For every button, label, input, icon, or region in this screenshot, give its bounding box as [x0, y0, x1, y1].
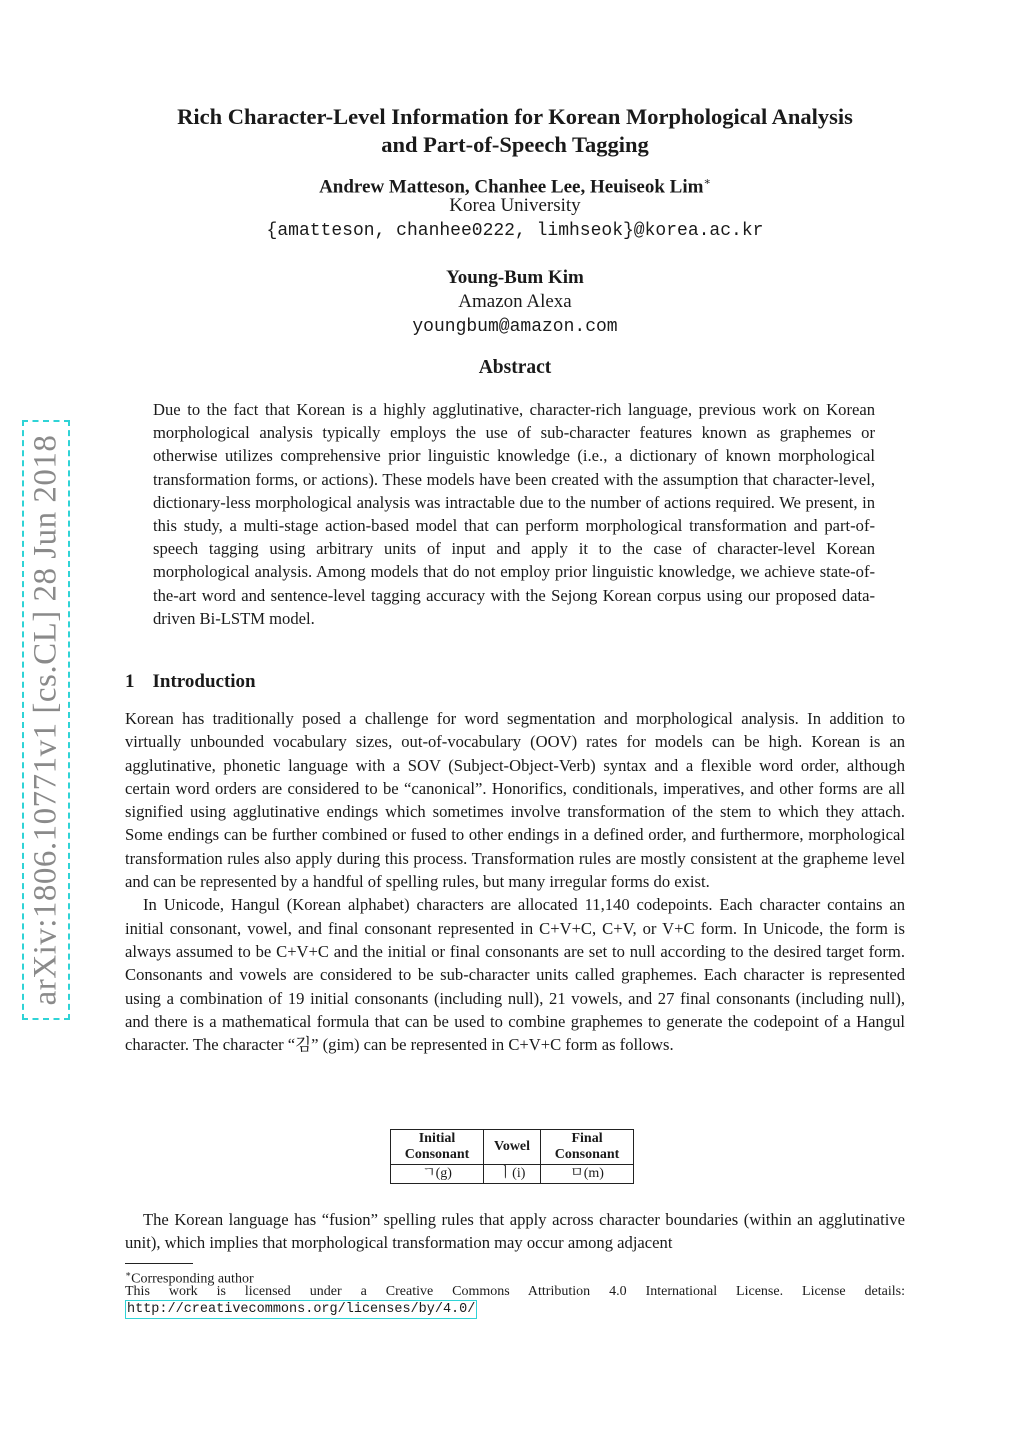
author-names: Andrew Matteson, Chanhee Lee, Heuiseok Lim	[319, 176, 704, 198]
footnote-corresponding-text: Corresponding author	[131, 1271, 254, 1287]
intro-paragraph-2: In Unicode, Hangul (Korean alphabet) characters are allocated 11,140 codepoints. Each character contains an initial consonant, vowel, and final consonant represented in C+V+C, C+V, or V+C form. In Unicode, the form is always assumed to be C+V+C and the initial or final consonants are set to null according to the desired target form. Consonants and vowels are considered to be sub-character units called graphemes. Each character is represented using a combination of 19 initial consonants (including null), 21 vowels, and 27 final consonants (including null), and there is a mathematical formula that can be used to combine graphemes to generate the codepoint of a Hangul character. The character “김” (gim) can be represented in C+V+C form as follows.	[125, 895, 905, 1055]
grapheme-header-initial: Initial Consonant	[391, 1130, 484, 1165]
author-email-1: {amatteson, chanhee0222, limhseok}@korea.ac.kr	[266, 221, 764, 241]
grapheme-cell-initial: ㄱ(g)	[391, 1165, 484, 1184]
grapheme-header-vowel: Vowel	[484, 1130, 541, 1165]
corresponding-author-mark: ∗	[703, 176, 711, 188]
grapheme-header-final: Final Consonant	[541, 1130, 634, 1165]
grapheme-table-row	[391, 1165, 634, 1184]
grapheme-cell-vowel: ㅣ(i)	[484, 1165, 541, 1184]
license-statement: This work is licensed under a Creative Commons Attribution 4.0 International License. License details:	[125, 1284, 905, 1299]
grapheme-cell-final: ㅁ(m)	[541, 1165, 634, 1184]
abstract-body: Due to the fact that Korean is a highly agglutinative, character-rich language, previous work on Korean morphological analysis typically employs the use of sub-character features known as graphemes or otherwise utilizes comprehensive prior linguistic knowledge (i.e., a dictionary of known morphological transformation forms, or actions). These models have been created with the assumption that character-level, dictionary-less morphological analysis was intractable due to the number of actions required. We present, in this study, a multi-stage action-based model that can perform morphological transformation and part-of-speech tagging using arbitrary units of input and apply it to the case of character-level Korean morphological analysis. Among models that do not employ prior linguistic knowledge, we achieve state-of-the-art word and sentence-level tagging accuracy with the Sejong Korean corpus using our proposed data-driven Bi-LSTM model.	[153, 400, 875, 628]
author-affiliation-2: Amazon Alexa	[458, 291, 572, 312]
arxiv-identifier-stamp[interactable]	[22, 420, 70, 1020]
section-heading-introduction	[125, 671, 256, 693]
author-names-group-2: Young-Bum Kim	[446, 267, 584, 288]
author-email-2: youngbum@amazon.com	[412, 317, 618, 337]
paper-title	[120, 103, 910, 159]
license-link[interactable]: http://creativecommons.org/licenses/by/4.0/	[127, 1302, 476, 1317]
title-line-1: Rich Character-Level Information for Korean Morphological Analysis	[177, 104, 853, 129]
grapheme-table-header-row	[391, 1130, 634, 1165]
intro-paragraph-3: The Korean language has “fusion” spelling rules that apply across character boundaries (within an agglutinative unit), which implies that morphological transformation may occur among adjacent	[125, 1210, 905, 1253]
footnote-divider	[125, 1263, 193, 1264]
footnote-mark: ∗	[125, 1269, 132, 1279]
introduction-body	[125, 707, 905, 1056]
section-title: Introduction	[152, 671, 256, 692]
abstract-heading: Abstract	[478, 357, 552, 378]
title-line-2: and Part-of-Speech Tagging	[381, 132, 649, 157]
section-number: 1	[125, 671, 135, 692]
footnote-license	[125, 1283, 905, 1319]
intro-paragraph-1: Korean has traditionally posed a challenge for word segmentation and morphological analysis. In addition to virtually unbounded vocabulary sizes, out-of-vocabulary (OOV) rates for models can be high. Korean is an agglutinative, phonetic language with a SOV (Subject-Object-Verb) syntax and a flexible word order, although certain word orders are considered to be “canonical”. Honorifics, conditionals, imperatives, and other forms are all signified using agglutinative endings which sometimes involve transformation of the stem to which they attach. Some endings can be further combined or fused to other endings in a defined order, and furthermore, morphological transformation rules also apply during this process. Transformation rules are mostly consistent at the grapheme level and can be represented by a handful of spelling rules, but many irregular forms do exist.	[125, 709, 905, 892]
author-affiliation-1: Korea University	[449, 195, 581, 216]
arxiv-identifier-text: arXiv:1806.10771v1 [cs.CL] 28 Jun 2018	[27, 434, 64, 1006]
grapheme-table	[390, 1129, 634, 1184]
